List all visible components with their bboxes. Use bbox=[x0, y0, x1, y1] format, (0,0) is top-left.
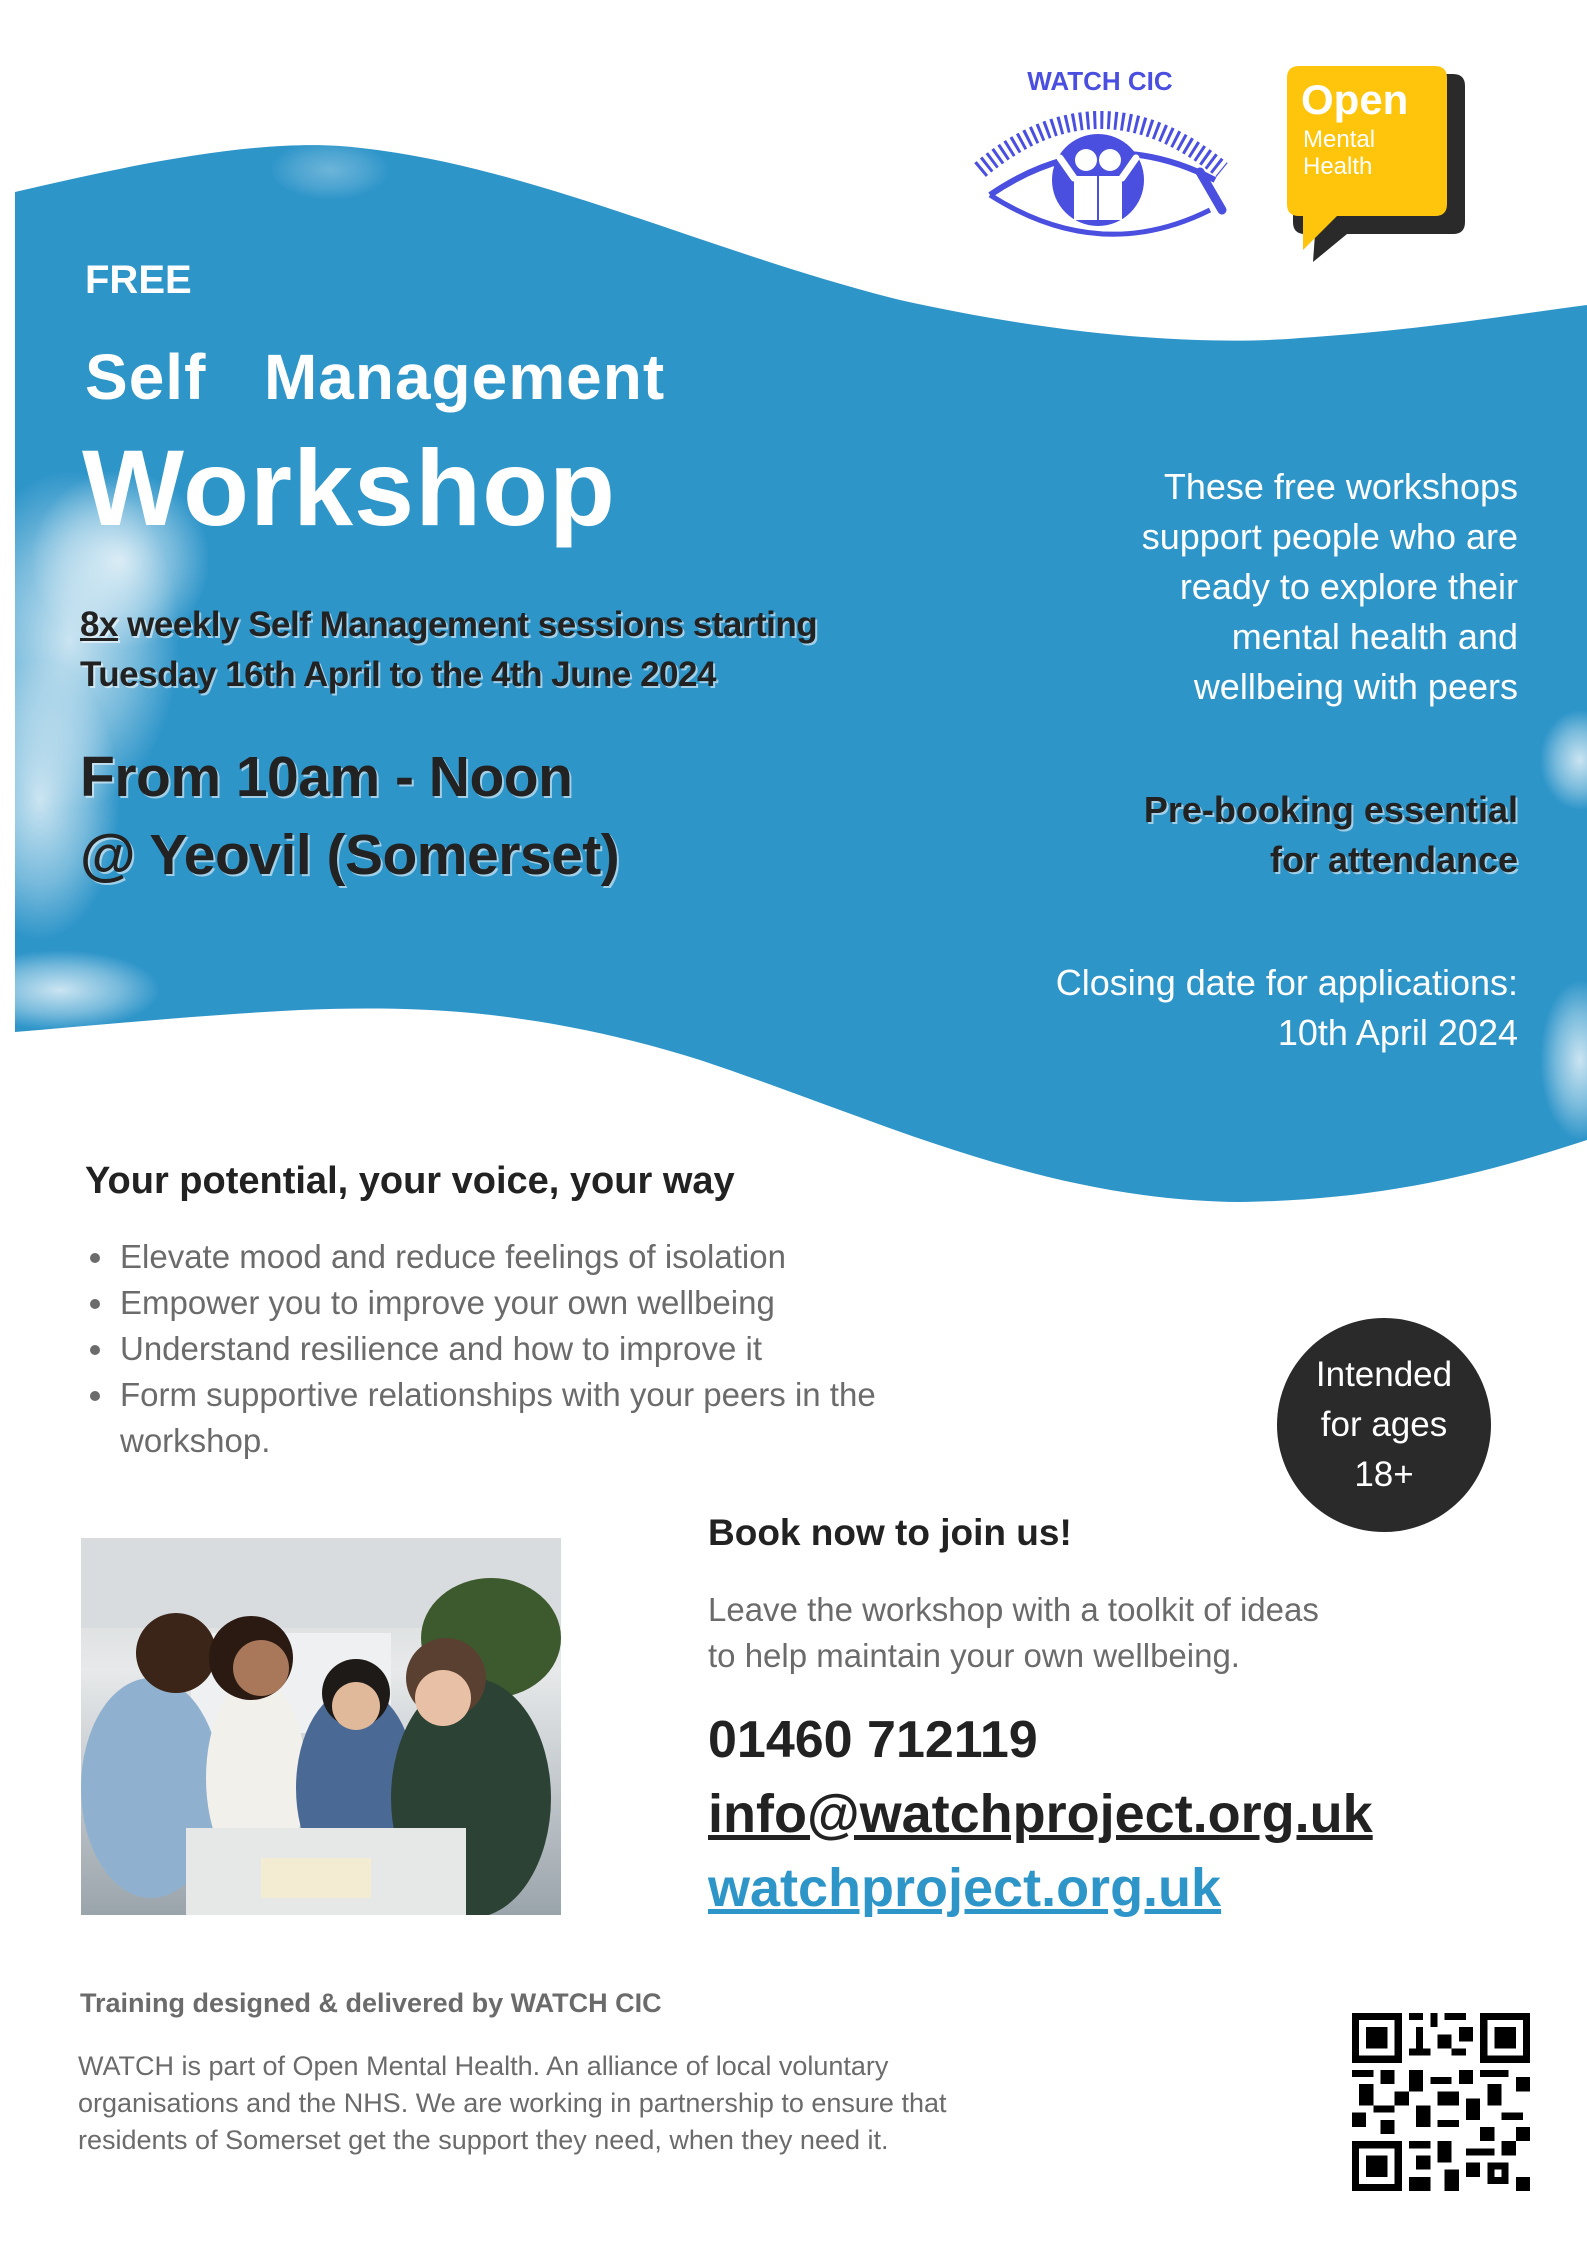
bullet-icon bbox=[90, 1253, 100, 1263]
email-link[interactable]: info@watchproject.org.uk bbox=[708, 1784, 1373, 1844]
bullet-icon bbox=[90, 1391, 100, 1401]
speech-bubble-icon bbox=[1285, 62, 1470, 262]
closing-date: Closing date for applications: 10th April 2024 bbox=[1055, 962, 1518, 1053]
sessions-info bbox=[80, 600, 817, 700]
booking-description: Leave the workshop with a toolkit of ideas to help maintain your own wellbeing. bbox=[708, 1591, 1319, 1674]
free-label: FREE bbox=[85, 258, 192, 302]
sessions-line-1: 8x weekly Self Management sessions starting bbox=[80, 605, 818, 644]
watch-cic-logo bbox=[960, 60, 1240, 250]
workshop-description: These free workshops support people who are ready to explore their mental health and wellbeing with peers bbox=[1141, 466, 1518, 707]
list-item: Elevate mood and reduce feelings of isolation bbox=[88, 1234, 1048, 1280]
session-time: From 10am - Noon bbox=[80, 745, 573, 809]
bullet-icon bbox=[90, 1299, 100, 1309]
time-location bbox=[80, 738, 619, 894]
svg-text:Open: Open bbox=[1301, 76, 1409, 123]
sessions-line-2: Tuesday 16th April to the 4th June 2024 bbox=[80, 655, 716, 694]
session-location: @ Yeovil (Somerset) bbox=[80, 823, 620, 887]
qr-code-icon[interactable] bbox=[1352, 2013, 1530, 2191]
svg-text:WATCH CIC: WATCH CIC bbox=[1027, 66, 1173, 96]
benefits-list bbox=[88, 1234, 1048, 1464]
eye-with-people-icon bbox=[960, 60, 1240, 250]
booking-heading: Book now to join us! bbox=[708, 1512, 1072, 1553]
phone-number[interactable]: 01460 712119 bbox=[708, 1711, 1038, 1769]
prebooking-notice: Pre-booking essential for attendance bbox=[1143, 789, 1518, 880]
website-link[interactable]: watchproject.org.uk bbox=[708, 1858, 1222, 1918]
svg-text:Health: Health bbox=[1303, 153, 1373, 180]
training-credit: Training designed & delivered by WATCH CIC bbox=[80, 1988, 662, 2018]
title-line-1: Self Management bbox=[85, 341, 666, 413]
list-item: Understand resilience and how to improve it bbox=[88, 1326, 1048, 1372]
group-photo bbox=[81, 1538, 561, 1915]
bullet-icon bbox=[90, 1345, 100, 1355]
list-item: Form supportive relationships with your peers in the workshop. bbox=[88, 1372, 950, 1464]
svg-text:Mental: Mental bbox=[1303, 126, 1376, 153]
open-mental-health-logo bbox=[1285, 62, 1470, 262]
about-text: WATCH is part of Open Mental Health. An alliance of local voluntary organisations and the NHS. We are working in partnership to ensure that residents of Somerset get the support they need, when they need it. bbox=[78, 2051, 947, 2155]
age-badge: Intended for ages 18+ bbox=[1277, 1318, 1491, 1532]
people-photo-icon bbox=[81, 1538, 561, 1915]
page-title: Workshop bbox=[82, 427, 617, 548]
list-item: Empower you to improve your own wellbeing bbox=[88, 1280, 1048, 1326]
sessions-count: 8x bbox=[80, 605, 118, 644]
benefits-heading: Your potential, your voice, your way bbox=[85, 1160, 735, 1202]
